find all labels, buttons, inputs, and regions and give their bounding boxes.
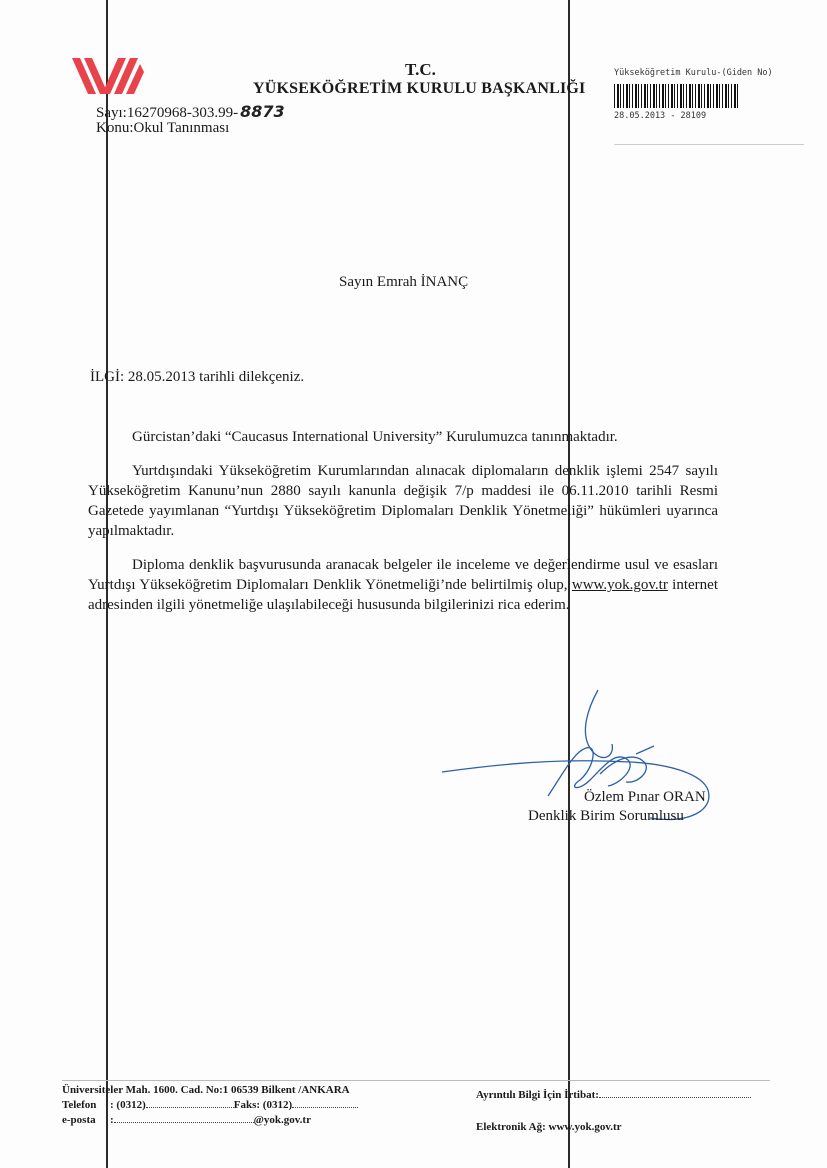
telefon-dots: [146, 1107, 234, 1108]
institution-name: YÜKSEKÖĞRETİM KURULU BAŞKANLIĞI: [253, 80, 586, 97]
stamp-title: Yükseköğretim Kurulu-(Giden No): [614, 68, 773, 78]
paragraph-1: [88, 427, 718, 447]
eposta-domain: @yok.gov.tr: [253, 1114, 311, 1126]
paragraph-2: [88, 461, 718, 541]
faks-dots: [292, 1107, 358, 1108]
handwritten-signature: [440, 688, 720, 828]
footer-web[interactable]: Elektronik Ağ: www.yok.gov.tr: [476, 1121, 622, 1133]
eposta-value: :: [110, 1114, 114, 1126]
paragraph-3-text-a: Diploma denklik başvurusunda aranacak belgeler ile inceleme ve değerlendirme usul ve esasları Yurtdışı Yükseköğretim Diplomaları Denklik Yönetmeliği’nde belirtilmiş olup,: [88, 557, 718, 593]
eposta-label: e-posta: [62, 1114, 96, 1126]
reference-number: [96, 102, 285, 122]
paragraph-3-text-b: internet adresinden ilgili yönetmeliğe ulaşılabileceği hususunda bilgilerinizi rica ederim.: [88, 577, 718, 613]
footer-address: Üniversiteler Mah. 1600. Cad. No:1 06539 Bilkent /ANKARA: [62, 1084, 350, 1096]
footer-rule: [62, 1080, 770, 1081]
reference-line: İLGİ: 28.05.2013 tarihli dilekçeniz.: [90, 369, 305, 385]
signatory-title: Denklik Birim Sorumlusu: [528, 808, 684, 824]
footer-contact: [476, 1089, 751, 1101]
telefon-label: Telefon: [62, 1099, 97, 1111]
paragraph-1-text: Gürcistan’daki “Caucasus International University” Kurulumuzca tanınmaktadır.: [132, 429, 618, 445]
subject-line: Konu:Okul Tanınması: [96, 120, 230, 136]
contact-dots: [599, 1097, 751, 1098]
yok-logo: [72, 56, 148, 96]
stamp-rule: [614, 144, 804, 145]
footer-telefon: [62, 1099, 358, 1111]
paragraph-2-text: Yurtdışındaki Yükseköğretim Kurumlarından alınacak diplomaların denklik işlemi 2547 sayılı Yükseköğretim Kanunu’nun 2880 sayılı kanunla değişik 7/p maddesi ile 06.11.2010 tarihli Resmi Gazetede yayımlanan “Yurtdışı Yükseköğretim Diplomaları Denklik Yönetmeliği” hükümleri uyarınca yapılmaktadır.: [88, 463, 718, 539]
outgoing-stamp: [614, 68, 804, 146]
footer-eposta: [62, 1114, 311, 1126]
header-tc: T.C.: [405, 60, 436, 79]
handwritten-number: 8873: [240, 102, 285, 121]
signatory-name: Özlem Pınar ORAN: [584, 789, 706, 805]
contact-label: Ayrıntılı Bilgi İçin İrtibat:: [476, 1089, 599, 1101]
website-link[interactable]: www.yok.gov.tr: [571, 577, 668, 593]
eposta-dots: [114, 1122, 254, 1123]
telefon-value: : (0312): [110, 1099, 146, 1111]
stamp-code: 28.05.2013 - 28109: [614, 111, 707, 121]
paragraph-3: [88, 555, 718, 615]
faks-label: Faks: (0312): [233, 1099, 293, 1111]
barcode: [614, 84, 738, 108]
reference-label: Sayı:16270968-303.99-: [96, 105, 239, 121]
recipient: Sayın Emrah İNANÇ: [339, 274, 469, 290]
